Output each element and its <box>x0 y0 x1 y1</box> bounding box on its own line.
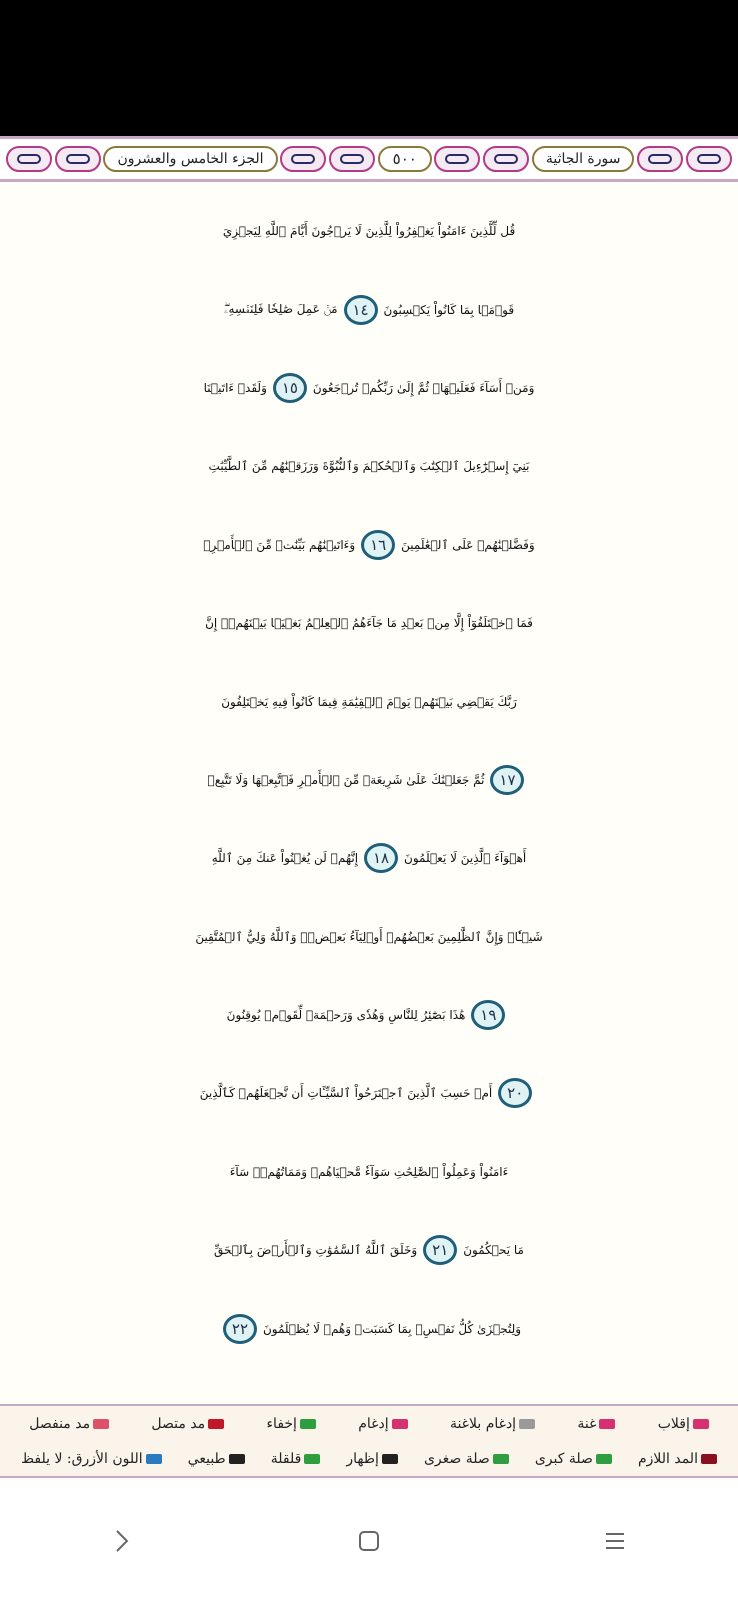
ayah-number-marker[interactable]: ١٥ <box>273 373 307 403</box>
legend-item <box>658 1416 709 1432</box>
text-line[interactable] <box>6 741 732 819</box>
legend-label: إقلاب <box>657 1415 690 1432</box>
verse-text[interactable]: وَخَلَقَ ٱللَّهُ ٱلسَّمَٰوَٰتِ وَٱلۡأَرۡضَ بِٱلۡحَقِّ <box>214 1243 418 1258</box>
text-line[interactable] <box>6 584 732 662</box>
legend-swatch <box>693 1419 709 1429</box>
verse-text[interactable]: وَلِتُجۡزَىٰ كُلُّ نَفۡسِۭ بِمَا كَسَبَتۡ وَهُمۡ لَا يُظۡلَمُونَ <box>262 1321 522 1336</box>
text-line[interactable] <box>6 192 732 270</box>
legend-swatch <box>392 1419 408 1429</box>
legend-swatch <box>701 1454 717 1464</box>
text-line[interactable] <box>6 898 732 976</box>
home-button[interactable] <box>339 1511 399 1571</box>
legend-label: إدغام بلاغنة <box>449 1415 517 1432</box>
legend-label: اللون الأزرق: لا يلفظ <box>21 1450 143 1467</box>
verse-text[interactable]: بَنِيٓ إِسۡرَٰٓءِيلَ ٱلۡكِتَٰبَ وَٱلۡحُكۡمَ وَٱلنُّبُوَّةَ وَرَزَقۡنَٰهُم مِّنَ ٱلطَّيِّبَٰتِ <box>208 459 530 474</box>
verse-text[interactable]: وَمَنۡ أَسَآءَ فَعَلَيۡهَاۖ ثُمَّ إِلَىٰ رَبِّكُمۡ تُرۡجَعُونَ <box>312 380 535 395</box>
verse-text[interactable]: وَءَاتَيۡنَٰهُم بَيِّنَٰتٖ مِّنَ ٱلۡأَمۡرِۖ <box>203 537 356 552</box>
legend-label: إدغام <box>358 1415 389 1432</box>
legend-swatch <box>596 1454 612 1464</box>
ornament-icon <box>55 146 101 172</box>
legend-swatch <box>382 1454 398 1464</box>
chevron-left-icon <box>113 1527 133 1555</box>
ornament-icon <box>637 146 683 172</box>
legend-label: مد متصل <box>151 1415 206 1432</box>
square-icon <box>357 1529 381 1553</box>
legend-item <box>638 1451 717 1467</box>
text-line[interactable] <box>6 1133 732 1211</box>
legend-swatch <box>599 1419 615 1429</box>
legend-swatch <box>493 1454 509 1464</box>
text-line[interactable] <box>6 1289 732 1367</box>
verse-text[interactable]: قَوۡمَۢا بِمَا كَانُواْ يَكۡسِبُونَ <box>383 302 515 317</box>
juz-label: الجزء الخامس والعشرون <box>103 146 277 172</box>
legend-label: صلة كبرى <box>534 1450 593 1467</box>
legend-label: مد منفصل <box>29 1415 91 1432</box>
verse-text[interactable]: فَمَا ٱخۡتَلَفُوٓاْ إِلَّا مِنۢ بَعۡدِ مَا جَآءَهُمُ ٱلۡعِلۡمُ بَغۡيَۢا بَيۡنَهُمۡۚ إِنَّ <box>205 616 533 631</box>
legend-swatch <box>146 1454 162 1464</box>
verse-text[interactable]: إِنَّهُمۡ لَن يُغۡنُواْ عَنكَ مِنَ ٱللَّهِ <box>211 851 359 866</box>
ayah-number-marker[interactable]: ٢٢ <box>223 1314 257 1344</box>
verse-text[interactable]: شَيۡـٔٗاۚ وَإِنَّ ٱلظَّٰلِمِينَ بَعۡضُهُمۡ أَوۡلِيَآءُ بَعۡضٖۖ وَٱللَّهُ وَلِيُّ ٱلۡمُتَّقِينَ <box>195 929 543 944</box>
legend-item <box>346 1451 398 1467</box>
legend-swatch <box>229 1454 245 1464</box>
text-line[interactable] <box>6 506 732 584</box>
legend-label: طبيعي <box>187 1450 226 1467</box>
legend-swatch <box>300 1419 316 1429</box>
ayah-number-marker[interactable]: ٢١ <box>423 1235 457 1265</box>
text-line[interactable] <box>6 1054 732 1132</box>
legend-label: إخفاء <box>266 1415 297 1432</box>
ornament-icon <box>483 146 529 172</box>
surah-label: سورة الجاثية <box>532 146 635 172</box>
menu-lines-icon <box>603 1529 627 1553</box>
text-line[interactable] <box>6 427 732 505</box>
verse-text[interactable]: أَمۡ حَسِبَ ٱلَّذِينَ ٱجۡتَرَحُواْ ٱلسَّيِّـَٔاتِ أَن نَّجۡعَلَهُمۡ كَٱلَّذِينَ <box>199 1086 493 1101</box>
legend-row <box>0 1406 738 1441</box>
verse-text[interactable]: مَنۡ عَمِلَ صَٰلِحٗا فَلِنَفۡسِهِۦۖ <box>223 302 338 317</box>
text-line[interactable] <box>6 976 732 1054</box>
ornament-icon <box>686 146 732 172</box>
legend-item <box>21 1451 162 1467</box>
legend-item <box>188 1451 245 1467</box>
legend-swatch <box>519 1419 535 1429</box>
legend-item <box>29 1416 109 1432</box>
ayah-number-marker[interactable]: ٢٠ <box>498 1078 532 1108</box>
ayah-number-marker[interactable]: ١٦ <box>361 530 395 560</box>
text-line[interactable] <box>6 662 732 740</box>
verse-text[interactable]: أَهۡوَآءَ ٱلَّذِينَ لَا يَعۡلَمُونَ <box>404 851 527 866</box>
verse-text[interactable]: وَلَقَدۡ ءَاتَيۡنَا <box>203 380 267 395</box>
quran-text[interactable] <box>6 192 732 1368</box>
legend-item <box>535 1451 612 1467</box>
legend-label: غنة <box>577 1415 597 1432</box>
legend-swatch <box>304 1454 320 1464</box>
status-bar <box>0 0 738 136</box>
ayah-number-marker[interactable]: ١٩ <box>471 1000 505 1030</box>
verse-text[interactable]: ءَامَنُواْ وَعَمِلُواْ ٱلصَّٰلِحَٰتِ سَوَآءٗ مَّحۡيَاهُمۡ وَمَمَاتُهُمۡۚ سَآءَ <box>229 1164 509 1179</box>
ornament-icon <box>280 146 326 172</box>
legend-swatch <box>93 1419 109 1429</box>
mushaf-page[interactable] <box>0 136 738 1481</box>
verse-text[interactable]: هَٰذَا بَصَٰٓئِرُ لِلنَّاسِ وَهُدٗى وَرَحۡمَةٞ لِّقَوۡمٖ يُوقِنُونَ <box>226 1008 466 1023</box>
ornament-icon <box>329 146 375 172</box>
ornament-icon <box>434 146 480 172</box>
verse-text[interactable]: رَبَّكَ يَقۡضِي بَيۡنَهُمۡ يَوۡمَ ٱلۡقِيَٰمَةِ فِيمَا كَانُواْ فِيهِ يَخۡتَلِفُونَ <box>221 694 517 709</box>
legend-label: المد اللازم <box>637 1450 698 1467</box>
legend-item <box>151 1416 224 1432</box>
text-line[interactable] <box>6 1211 732 1289</box>
verse-text[interactable]: مَا يَحۡكُمُونَ <box>463 1243 524 1258</box>
verse-text[interactable]: وَفَضَّلۡنَٰهُمۡ عَلَى ٱلۡعَٰلَمِينَ <box>401 537 535 552</box>
page-number: ٥٠٠ <box>378 146 432 172</box>
back-button[interactable] <box>93 1511 153 1571</box>
legend-item <box>577 1416 615 1432</box>
legend-label: صلة صغرى <box>423 1450 490 1467</box>
verse-text[interactable]: ثُمَّ جَعَلۡنَٰكَ عَلَىٰ شَرِيعَةٖ مِّنَ ٱلۡأَمۡرِ فَٱتَّبِعۡهَا وَلَا تَتَّبِعۡ <box>207 772 485 787</box>
ornament-icon <box>6 146 52 172</box>
recents-button[interactable] <box>585 1511 645 1571</box>
navigation-bar <box>0 1481 738 1600</box>
legend-swatch <box>208 1419 224 1429</box>
legend-item <box>424 1451 509 1467</box>
page-header <box>0 136 738 182</box>
text-line[interactable] <box>6 349 732 427</box>
legend-item <box>266 1416 315 1432</box>
ayah-number-marker[interactable]: ١٨ <box>364 843 398 873</box>
tajweed-legend <box>0 1404 738 1478</box>
ayah-number-marker[interactable]: ١٧ <box>490 765 524 795</box>
legend-item <box>271 1451 321 1467</box>
ayah-number-marker[interactable]: ١٤ <box>344 295 378 325</box>
text-line[interactable] <box>6 270 732 348</box>
legend-label: قلقلة <box>270 1450 302 1467</box>
verse-text[interactable]: قُل لِّلَّذِينَ ءَامَنُواْ يَغۡفِرُواْ لِلَّذِينَ لَا يَرۡجُونَ أَيَّامَ ٱللَّهِ لِيَجۡزِيَ <box>222 224 516 239</box>
legend-item <box>450 1416 535 1432</box>
legend-label: إظهار <box>346 1450 379 1467</box>
legend-item <box>358 1416 407 1432</box>
legend-row <box>0 1441 738 1476</box>
text-line[interactable] <box>6 819 732 897</box>
